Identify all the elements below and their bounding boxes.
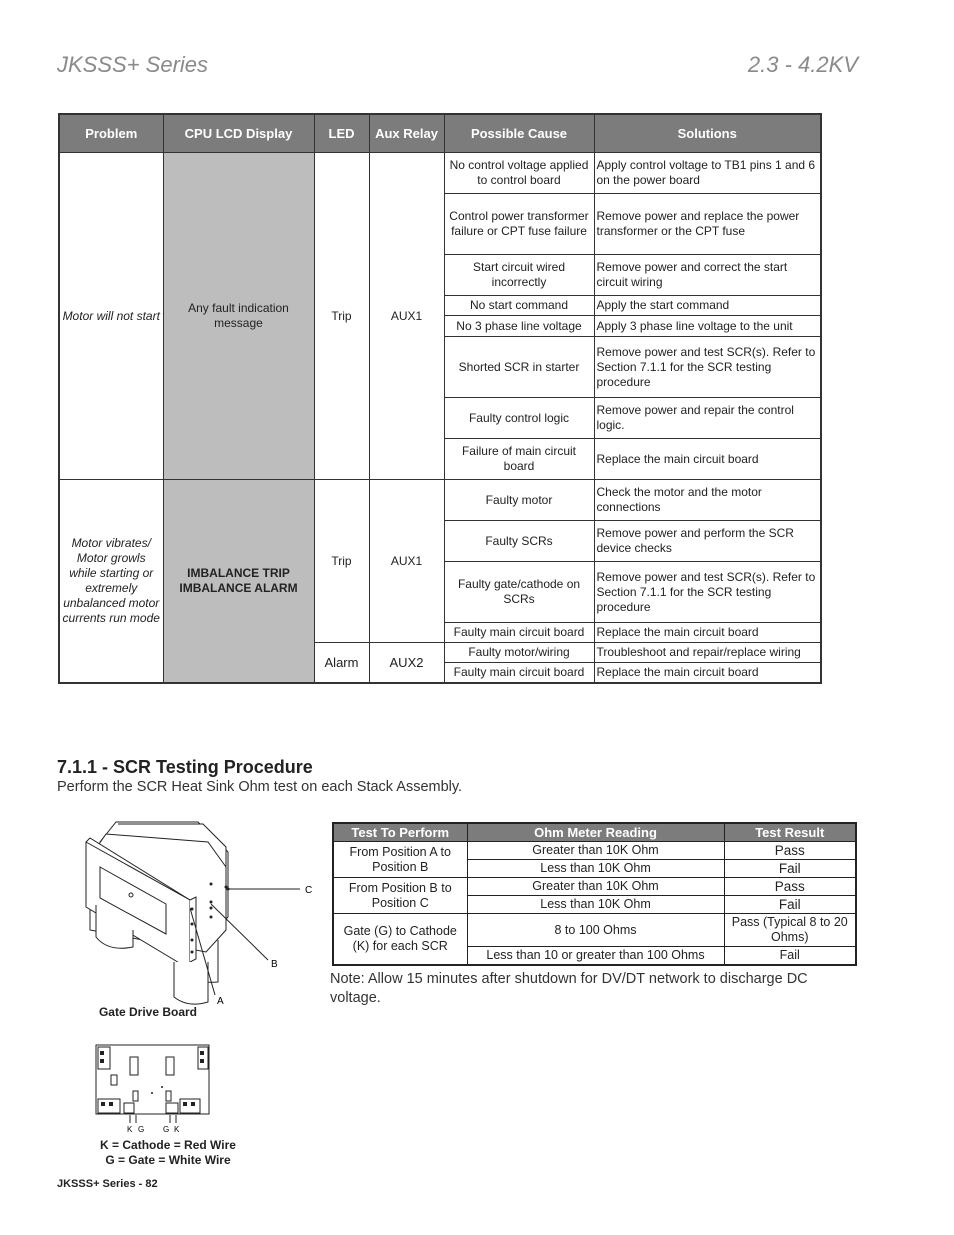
- led-cell: Trip: [314, 480, 369, 643]
- solution-cell: Remove power and test SCR(s). Refer to Section 7.1.1 for the SCR testing procedure: [594, 562, 821, 623]
- column-header: Ohm Meter Reading: [467, 823, 724, 842]
- page-footer: JKSSS+ Series - 82: [57, 1178, 158, 1190]
- result-cell: Pass: [724, 878, 856, 896]
- solution-cell: Remove power and repair the control logic.: [594, 398, 821, 439]
- reading-cell: Less than 10K Ohm: [467, 860, 724, 878]
- section-intro: Perform the SCR Heat Sink Ohm test on each Stack Assembly.: [57, 779, 463, 795]
- column-header: Aux Relay: [369, 114, 444, 153]
- table-row: [333, 842, 856, 860]
- display-cell: [163, 480, 314, 684]
- cause-cell: Faulty main circuit board: [444, 623, 594, 643]
- cause-cell: Faulty gate/cathode on SCRs: [444, 562, 594, 623]
- led-cell: Trip: [314, 153, 369, 480]
- solution-cell: Apply 3 phase line voltage to the unit: [594, 316, 821, 337]
- cause-cell: Faulty SCRs: [444, 521, 594, 562]
- reading-cell: Less than 10 or greater than 100 Ohms: [467, 947, 724, 966]
- ohm-test-table: [332, 822, 857, 966]
- position-c-label: C: [305, 885, 313, 896]
- scr-stack-assembly-drawing: [78, 812, 318, 1007]
- problem-cell: Motor will not start: [59, 153, 163, 480]
- section-title: 7.1.1 - SCR Testing Procedure: [57, 757, 313, 777]
- solution-cell: Replace the main circuit board: [594, 439, 821, 480]
- solution-cell: Troubleshoot and repair/replace wiring: [594, 643, 821, 663]
- terminal-g-label: G: [138, 1125, 145, 1133]
- cause-cell: Start circuit wired incorrectly: [444, 255, 594, 296]
- table-row: [333, 878, 856, 896]
- aux-cell: AUX2: [369, 643, 444, 684]
- cause-cell: Shorted SCR in starter: [444, 337, 594, 398]
- solution-cell: Replace the main circuit board: [594, 623, 821, 643]
- test-cell: Gate (G) to Cathode (K) for each SCR: [333, 914, 467, 966]
- terminal-g-label: G: [163, 1125, 170, 1133]
- reading-cell: Greater than 10K Ohm: [467, 878, 724, 896]
- test-cell: From Position B to Position C: [333, 878, 467, 914]
- cause-cell: Faulty motor/wiring: [444, 643, 594, 663]
- solution-cell: Remove power and replace the power transformer or the CPT fuse: [594, 194, 821, 255]
- cause-cell: Faulty control logic: [444, 398, 594, 439]
- solution-cell: Apply control voltage to TB1 pins 1 and 6 on the power board: [594, 153, 821, 194]
- result-cell: Fail: [724, 896, 856, 914]
- column-header: Test To Perform: [333, 823, 467, 842]
- table-header-row: [333, 823, 856, 842]
- reading-cell: 8 to 100 Ohms: [467, 914, 724, 947]
- display-cell: Any fault indication message: [163, 153, 314, 480]
- test-cell: From Position A to Position B: [333, 842, 467, 878]
- column-header: LED: [314, 114, 369, 153]
- column-header: CPU LCD Display: [163, 114, 314, 153]
- led-cell: Alarm: [314, 643, 369, 684]
- solution-cell: Remove power and correct the start circuit wiring: [594, 255, 821, 296]
- solution-cell: Remove power and perform the SCR device checks: [594, 521, 821, 562]
- terminal-k-label: K: [174, 1125, 180, 1133]
- result-cell: Fail: [724, 860, 856, 878]
- legend-line: G = Gate = White Wire: [105, 1153, 231, 1167]
- wire-color-legend: [78, 1138, 258, 1168]
- solution-cell: Apply the start command: [594, 296, 821, 316]
- column-header: Problem: [59, 114, 163, 153]
- result-cell: Fail: [724, 947, 856, 966]
- solution-cell: Check the motor and the motor connections: [594, 480, 821, 521]
- solution-cell: Replace the main circuit board: [594, 663, 821, 684]
- table-row: [59, 480, 821, 521]
- cause-cell: Faulty motor: [444, 480, 594, 521]
- gate-drive-board-label: Gate Drive Board: [98, 1005, 198, 1019]
- reading-cell: Less than 10K Ohm: [467, 896, 724, 914]
- cause-cell: Control power transformer failure or CPT fuse failure: [444, 194, 594, 255]
- column-header: Possible Cause: [444, 114, 594, 153]
- table-header-row: [59, 114, 821, 153]
- header-series-title: JKSSS+ Series: [57, 52, 209, 77]
- discharge-note: Note: Allow 15 minutes after shutdown for DV/DT network to discharge DC voltage.: [330, 971, 808, 1006]
- cause-cell: No control voltage applied to control board: [444, 153, 594, 194]
- legend-line: K = Cathode = Red Wire: [100, 1138, 236, 1152]
- column-header: Solutions: [594, 114, 821, 153]
- table-row: [333, 914, 856, 947]
- position-b-label: B: [271, 959, 278, 970]
- display-line: IMBALANCE ALARM: [179, 581, 298, 595]
- aux-cell: AUX1: [369, 153, 444, 480]
- aux-cell: AUX1: [369, 480, 444, 643]
- problem-cell: Motor vibrates/ Motor growls while starting or extremely unbalanced motor currents run mode: [59, 480, 163, 684]
- display-line: IMBALANCE TRIP: [187, 566, 290, 580]
- reading-cell: Greater than 10K Ohm: [467, 842, 724, 860]
- header-voltage-range: 2.3 - 4.2KV: [747, 52, 858, 77]
- result-cell: Pass: [724, 842, 856, 860]
- gate-drive-board-drawing: [94, 1043, 214, 1133]
- position-a-label: A: [217, 996, 224, 1007]
- cause-cell: No 3 phase line voltage: [444, 316, 594, 337]
- solution-cell: Remove power and test SCR(s). Refer to Section 7.1.1 for the SCR testing procedure: [594, 337, 821, 398]
- cause-cell: Faulty main circuit board: [444, 663, 594, 684]
- result-cell: Pass (Typical 8 to 20 Ohms): [724, 914, 856, 947]
- troubleshooting-table: [58, 113, 822, 684]
- table-row: [59, 153, 821, 194]
- terminal-k-label: K: [127, 1125, 133, 1133]
- cause-cell: Failure of main circuit board: [444, 439, 594, 480]
- column-header: Test Result: [724, 823, 856, 842]
- cause-cell: No start command: [444, 296, 594, 316]
